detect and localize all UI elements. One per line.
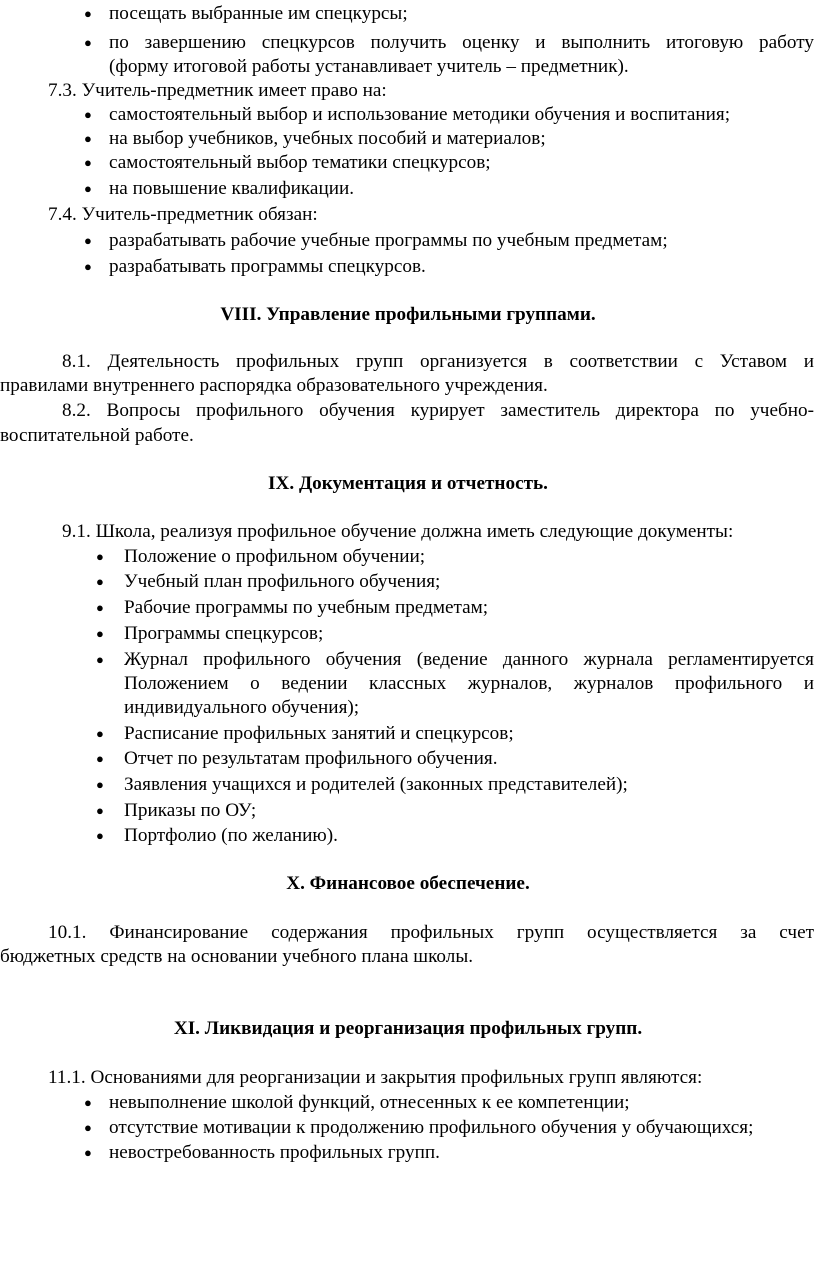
bullet-icon: ●: [96, 549, 104, 564]
list-item: на выбор учебников, учебных пособий и материалов;: [109, 128, 546, 149]
list-item: по завершению спецкурсов получить оценку и выполнить итоговую работу: [109, 32, 814, 53]
list-item: Расписание профильных занятий и спецкурсов;: [124, 723, 514, 744]
list-item: Учебный план профильного обучения;: [124, 571, 441, 592]
bullet-icon: ●: [84, 6, 92, 21]
list-item: Заявления учащихся и родителей (законных представителей);: [124, 774, 628, 795]
list-item: Отчет по результатам профильного обучения.: [124, 748, 498, 769]
bullet-icon: ●: [96, 574, 104, 589]
list-item: невостребованность профильных групп.: [109, 1142, 440, 1163]
bullet-icon: ●: [84, 35, 92, 50]
paragraph-10-1-continuation: бюджетных средств на основании учебного плана школы.: [0, 946, 474, 967]
paragraph-8-1: 8.1. Деятельность профильных групп организуется в соответствии с Уставом и: [62, 351, 814, 372]
bullet-icon: ●: [84, 107, 92, 122]
section-7-3-title: 7.3. Учитель-предметник имеет право на:: [48, 80, 387, 101]
list-item: Журнал профильного обучения (ведение данного журнала регламентируется: [124, 649, 814, 670]
list-item: Приказы по ОУ;: [124, 800, 257, 821]
bullet-icon: ●: [96, 777, 104, 792]
bullet-icon: ●: [84, 1095, 92, 1110]
list-item-continuation: Положением о ведении классных журналов, журналов профильного и: [124, 673, 814, 694]
list-item: посещать выбранные им спецкурсы;: [109, 3, 408, 24]
bullet-icon: ●: [96, 751, 104, 766]
section-10-heading: X. Финансовое обеспечение.: [286, 873, 530, 894]
bullet-icon: ●: [96, 803, 104, 818]
bullet-icon: ●: [96, 726, 104, 741]
paragraph-8-1-continuation: правилами внутреннего распорядка образовательного учреждения.: [0, 375, 548, 396]
list-item: самостоятельный выбор и использование методики обучения и воспитания;: [109, 104, 731, 125]
list-item: разрабатывать рабочие учебные программы по учебным предметам;: [109, 230, 668, 251]
paragraph-8-2-continuation: воспитательной работе.: [0, 425, 194, 446]
list-item-continuation: (форму итоговой работы устанавливает учитель – предметник).: [109, 56, 629, 77]
list-item-continuation: индивидуального обучения);: [124, 697, 360, 718]
bullet-icon: ●: [84, 233, 92, 248]
list-item: Рабочие программы по учебным предметам;: [124, 597, 489, 618]
bullet-icon: ●: [84, 1120, 92, 1135]
bullet-icon: ●: [96, 600, 104, 615]
list-item: самостоятельный выбор тематики спецкурсов;: [109, 152, 491, 173]
list-item: Программы спецкурсов;: [124, 623, 324, 644]
bullet-icon: ●: [84, 131, 92, 146]
bullet-icon: ●: [96, 626, 104, 641]
list-item: разрабатывать программы спецкурсов.: [109, 256, 426, 277]
list-item: на повышение квалификации.: [109, 178, 355, 199]
paragraph-11-1: 11.1. Основаниями для реорганизации и закрытия профильных групп являются:: [48, 1067, 703, 1088]
paragraph-10-1: 10.1. Финансирование содержания профильных групп осуществляется за счет: [48, 922, 814, 943]
list-item: Портфолио (по желанию).: [124, 825, 338, 846]
bullet-icon: ●: [96, 828, 104, 843]
bullet-icon: ●: [96, 652, 104, 667]
list-item: Положение о профильном обучении;: [124, 546, 426, 567]
bullet-icon: ●: [84, 155, 92, 170]
section-7-4-title: 7.4. Учитель-предметник обязан:: [48, 204, 318, 225]
paragraph-9-1: 9.1. Школа, реализуя профильное обучение должна иметь следующие документы:: [62, 521, 734, 542]
section-11-heading: XI. Ликвидация и реорганизация профильных групп.: [173, 1018, 643, 1039]
list-item: невыполнение школой функций, отнесенных к ее компетенции;: [109, 1092, 630, 1113]
paragraph-8-2: 8.2. Вопросы профильного обучения курирует заместитель директора по учебно-: [62, 400, 814, 421]
bullet-icon: ●: [84, 1145, 92, 1160]
list-item: отсутствие мотивации к продолжению профильного обучения у обучающихся;: [109, 1117, 754, 1138]
bullet-icon: ●: [84, 259, 92, 274]
bullet-icon: ●: [84, 181, 92, 196]
section-8-heading: VIII. Управление профильными группами.: [220, 304, 596, 325]
section-9-heading: IX. Документация и отчетность.: [268, 473, 548, 494]
